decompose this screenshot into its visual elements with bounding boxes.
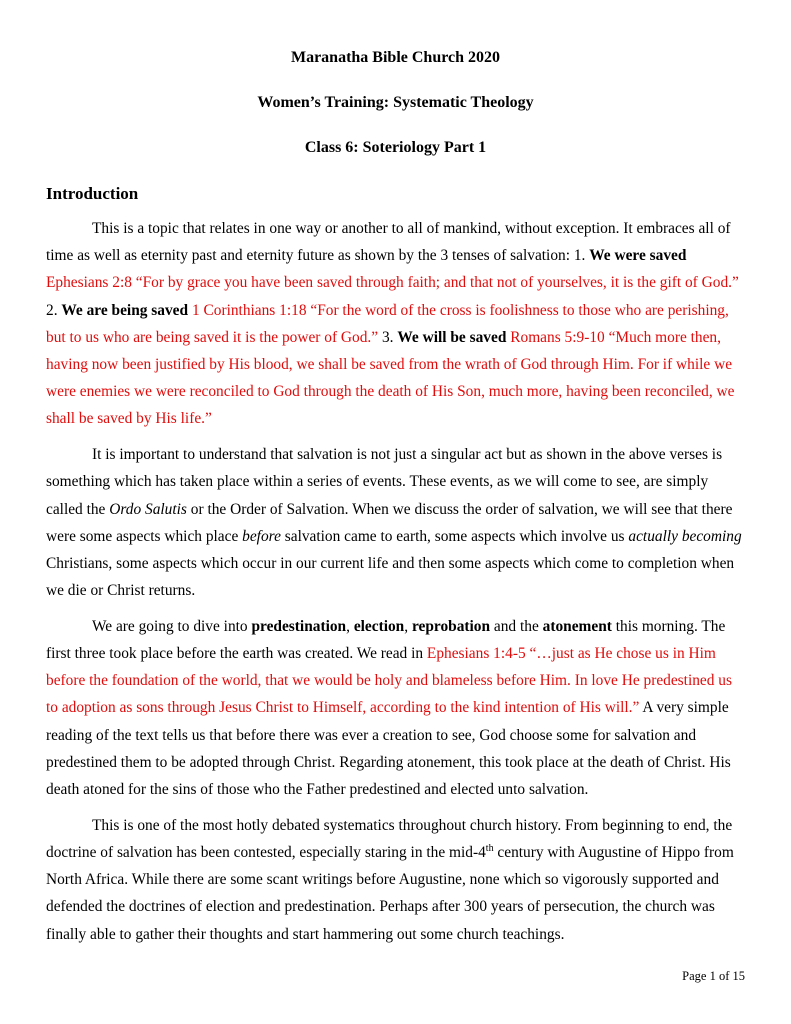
page-number: Page 1 of 15 [682,969,745,983]
text-run: Ephesians 2:8 “For by grace you have been saved through faith; and that not of yourselves, it is the gift of God.” [46,274,739,292]
text-run: , [404,617,412,635]
text-run: election [353,617,405,635]
text-run: A very simple reading of the text tells us that before there was ever a creation to see, God choose some for salvation and predestined them to be adopted through Christ. Regarding atonement, this took place at the death of Christ. His death atoned for the sins of those who the Father predestined and elected unto salvation. [46,699,731,799]
text-run: reprobation [411,617,491,635]
text-run: century with Augustine of Hippo from North Africa. While there are some scant writings before Augustine, none which so vigorously supported and defended the doctrines of election and predestination. Perhaps after 300 years of persecution, the church was finally able to gather their thoughts and start hammering out some church teachings. [46,843,734,943]
text-run: th [485,842,494,854]
text-run: Ordo Salutis [109,500,187,518]
text-run: 2. [46,301,62,319]
text-run: We will be saved [397,328,507,346]
text-run: We were saved [589,247,687,265]
text-run: actually becoming [628,527,742,545]
section-heading-introduction: Introduction [46,184,139,203]
text-run: This is one of the most hotly debated systematics throughout church history. From beginning to end, the doctrine of salvation has been contested, especially staring in the mid-4 [46,816,733,861]
paragraph [46,812,745,948]
text-run: atonement [542,617,612,635]
text-run: or the Order of Salvation. When we discuss the order of salvation, we will see that there were some aspects which place [46,500,733,545]
text-run: this morning. The first three took place before the earth was created. We read in [46,617,726,663]
doc-title: Maranatha Bible Church 2020 [290,49,501,66]
paragraph [46,441,745,604]
paragraph [46,215,745,433]
text-run: Christians, some aspects which occur in our current life and then some aspects which come to completion when we die or Christ returns. [46,554,735,600]
text-run: predestination [251,617,347,635]
text-run: We are going to dive into [92,617,252,635]
text-run: 3. [378,328,398,346]
doc-subtitle: Women’s Training: Systematic Theology [257,94,534,111]
text-run: Ephesians 1:4-5 “…just as He chose us in Him before the foundation of the world, that we would be holy and blameless before Him. In love He predestined us to adoption as sons through Jesus Christ to Himself, according to the kind intention of His will.” [46,645,732,717]
text-run: , [346,617,354,635]
text-run: before [242,527,281,545]
text-run: This is a topic that relates in one way or another to all of mankind, without exception. It embraces all of time as well as eternity past and eternity future as shown by the 3 tenses of salvation: 1. [46,220,731,265]
text-run: It is important to understand that salvation is not just a singular act but as shown in the above verses is something which has taken place within a series of events. These events, as we will come to see, are simply called the [46,446,723,518]
doc-class-title: Class 6: Soteriology Part 1 [304,139,487,156]
text-run: 1 Corinthians 1:18 “For the word of the cross is foolishness to those who are perishing, but to us who are being saved it is the power of God.” [46,301,729,346]
text-run: We are being saved [61,301,189,319]
text-run: and the [490,617,543,635]
document-body [46,215,745,948]
text-run: salvation came to earth, some aspects which involve us [280,527,629,545]
text-run: Romans 5:9-10 “Much more then, having now been justified by His blood, we shall be saved from the wrath of God through Him. For if while we were enemies we were reconciled to God through the death of His Son, much more, having been reconciled, we shall be saved by His life.” [46,328,735,428]
paragraph [46,613,745,803]
